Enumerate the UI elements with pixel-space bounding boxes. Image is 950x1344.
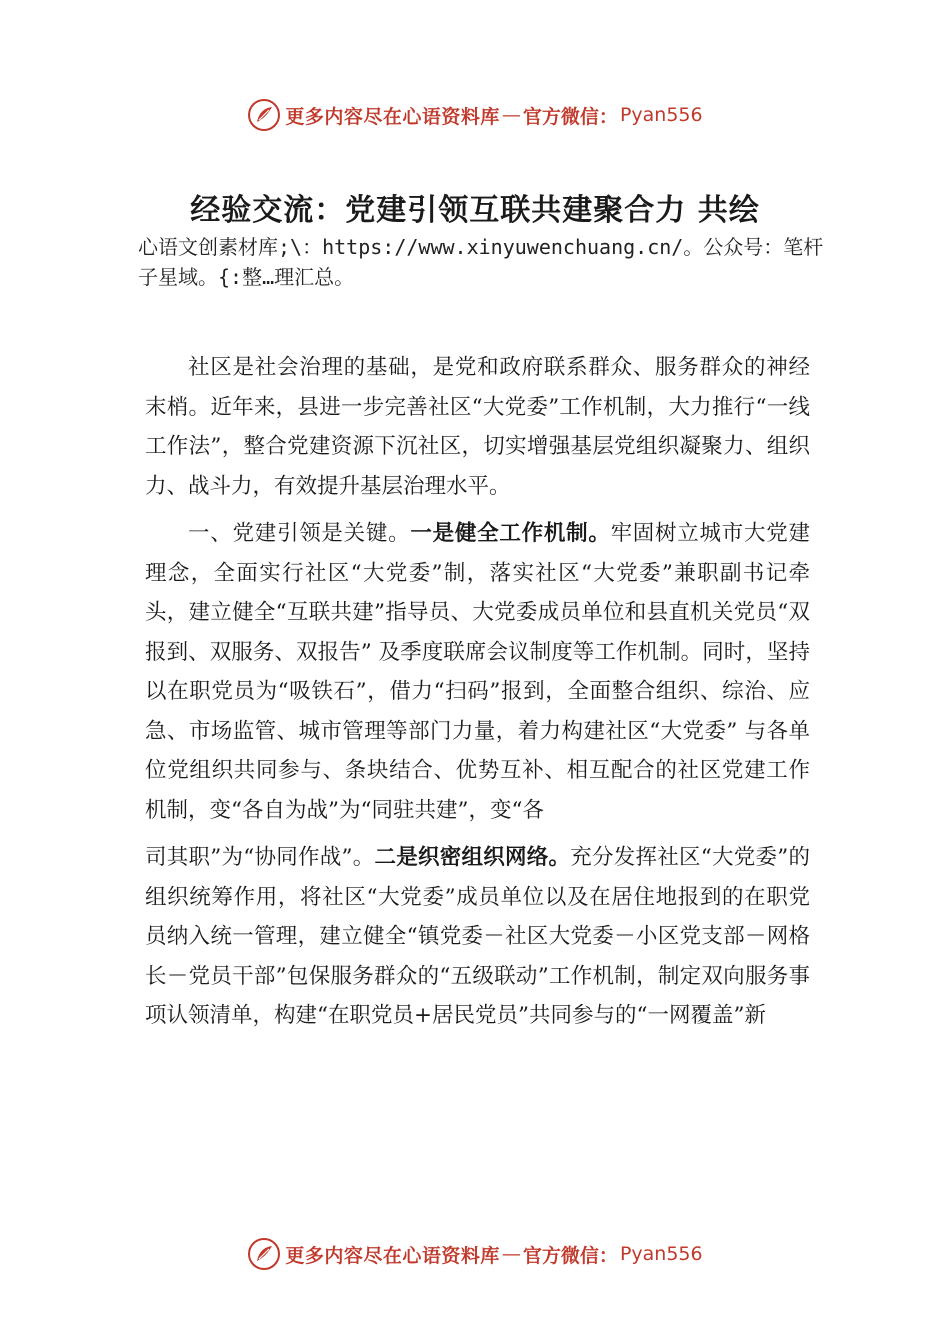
paragraph-section-1	[145, 514, 810, 830]
source-meta: 心语文创素材库;\：https://www.xinyuwenchuang.cn/。公众号：笔杆子星域。{:整…理汇总。	[138, 235, 824, 289]
section-heading: 一、党建引领是关键。	[188, 521, 411, 546]
document-body	[145, 348, 810, 1044]
paragraph-text: 司其职”为“协同作战”。	[145, 845, 375, 870]
banner-text: 更多内容尽在心语资料库	[285, 1244, 500, 1267]
document-title: 经验交流：党建引领互联共建聚合力 共绘	[190, 193, 760, 228]
paragraph-continuation	[145, 838, 810, 1036]
paragraph-intro	[145, 348, 810, 506]
bold-point-1: 一是健全工作机制。	[410, 521, 611, 546]
banner-wechat-id: Pyan556	[619, 104, 703, 126]
banner-text: 更多内容尽在心语资料库	[285, 105, 500, 128]
bold-point-2: 二是织密组织网络。	[374, 845, 571, 870]
brand-logo-icon	[247, 1237, 281, 1271]
banner-wechat-label: 官方微信：	[522, 1244, 618, 1267]
banner-wechat-id: Pyan556	[619, 1243, 703, 1265]
paragraph-text: 充分发挥社区“大党委”的组织统筹作用，将社区“大党委”成员单位以及在居住地报到的在职党员纳入统一管理，建立健全“镇党委－社区大党委－小区党支部－网格长－党员干部”包保服务群众的“五级联动”工作机制，制定双向服务事项认领清单，构建“在职党员+居民党员”共同参与的“一网覆盖”新	[145, 845, 810, 1028]
banner-separator: —	[501, 1243, 521, 1265]
footer-banner	[0, 1234, 950, 1274]
banner-wechat-label: 官方微信：	[522, 105, 618, 128]
banner-separator: —	[501, 104, 521, 126]
header-banner	[0, 95, 950, 135]
paragraph-text: 牢固树立城市大党建理念，全面实行社区“大党委”制，落实社区“大党委”兼职副书记牵头，建立健全“互联共建”指导员、大党委成员单位和县直机关党员“双报到、双服务、双报告” 及季度联席会议制度等工作机制。同时，坚持以在职党员为“吸铁石”，借力“扫码”报到，全面整合组织、综治、应急、市场监管、城市管理等部门力量，着力构建社区“大党委” 与各单位党组织共同参与、条块结合、优势互补、相互配合的社区党建工作机制，变“各自为战”为“同驻共建”，变“各	[145, 521, 810, 823]
brand-logo-icon	[247, 98, 281, 132]
paragraph-text: 社区是社会治理的基础，是党和政府联系群众、服务群众的神经末梢。近年来，县进一步完善社区“大党委”工作机制，大力推行“一线工作法”，整合党建资源下沉社区，切实增强基层党组织凝聚力、组织力、战斗力，有效提升基层治理水平。	[145, 355, 810, 499]
